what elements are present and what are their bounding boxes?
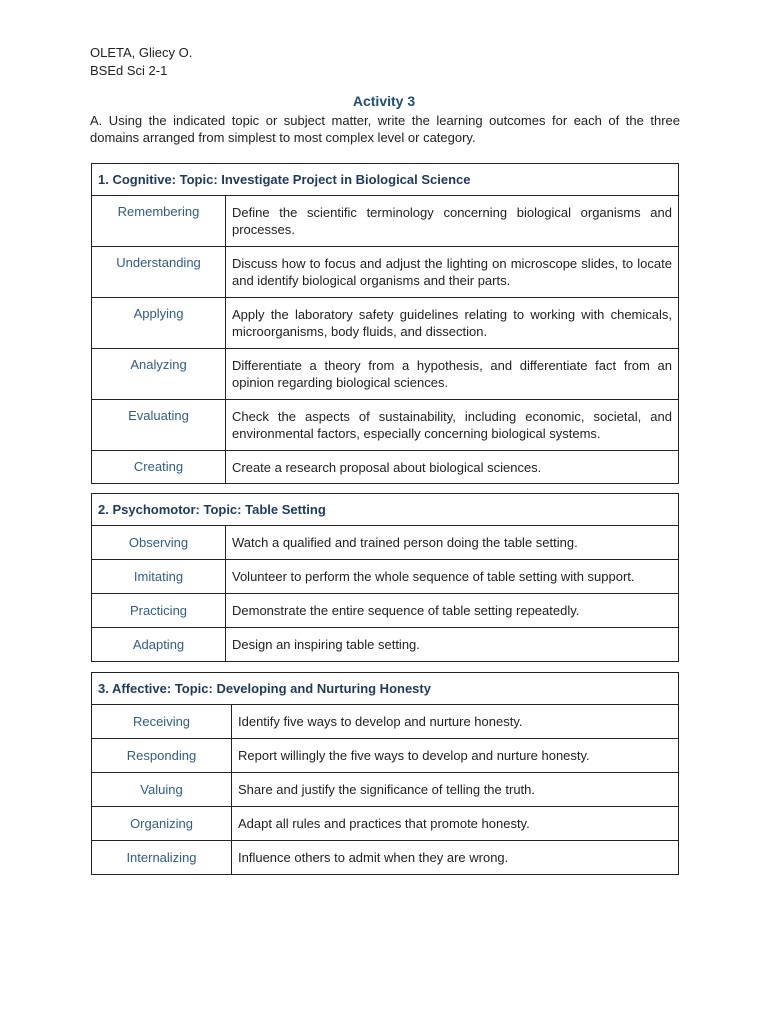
level-label: Practicing [92,594,226,628]
student-name: OLETA, Gliecy O. [90,45,193,60]
table-row [92,451,679,484]
outcome-text: Report willingly the five ways to develop and nurture honesty. [232,739,679,773]
outcome-text: Adapt all rules and practices that promote honesty. [232,807,679,841]
outcome-text: Design an inspiring table setting. [226,628,679,662]
table-row [92,628,679,662]
outcome-text: Demonstrate the entire sequence of table setting repeatedly. [226,594,679,628]
table-row [92,705,679,739]
table-row [92,247,679,298]
outcome-text: Apply the laboratory safety guidelines relating to working with chemicals, microorganisms, body fluids, and dissection. [226,298,679,349]
level-label: Applying [92,298,226,349]
instructions: A. Using the indicated topic or subject matter, write the learning outcomes for each of the three domains arranged from simplest to most complex level or category. [90,113,680,145]
level-label: Valuing [92,773,232,807]
level-label: Receiving [92,705,232,739]
page-title: Activity 3 [352,93,416,109]
level-label: Remembering [92,196,226,247]
outcome-text: Check the aspects of sustainability, including economic, societal, and environmental factors, especially concerning biological systems. [226,400,679,451]
table-row [92,739,679,773]
student-section: BSEd Sci 2-1 [90,63,168,78]
outcome-text: Volunteer to perform the whole sequence of table setting with support. [226,560,679,594]
outcome-text: Watch a qualified and trained person doing the table setting. [226,526,679,560]
level-label: Evaluating [92,400,226,451]
outcome-text: Create a research proposal about biological sciences. [226,451,679,484]
outcome-text: Differentiate a theory from a hypothesis, and differentiate fact from an opinion regarding biological sciences. [226,349,679,400]
psychomotor-table [91,493,679,662]
outcome-text: Define the scientific terminology concerning biological organisms and processes. [226,196,679,247]
outcome-text: Influence others to admit when they are wrong. [232,841,679,875]
cognitive-heading: 1. Cognitive: Topic: Investigate Project in Biological Science [92,164,679,196]
outcome-text: Share and justify the significance of telling the truth. [232,773,679,807]
level-label: Creating [92,451,226,484]
affective-heading: 3. Affective: Topic: Developing and Nurturing Honesty [92,673,679,705]
cognitive-table [91,163,679,484]
level-label: Observing [92,526,226,560]
table-row [92,807,679,841]
level-label: Understanding [92,247,226,298]
level-label: Adapting [92,628,226,662]
student-header [90,44,192,80]
table-row [92,196,679,247]
table-row [92,349,679,400]
level-label: Internalizing [92,841,232,875]
table-row [92,773,679,807]
table-row [92,400,679,451]
level-label: Organizing [92,807,232,841]
affective-table [91,672,679,875]
level-label: Responding [92,739,232,773]
outcome-text: Identify five ways to develop and nurture honesty. [232,705,679,739]
outcome-text: Discuss how to focus and adjust the lighting on microscope slides, to locate and identify biological organisms and their parts. [226,247,679,298]
psychomotor-heading: 2. Psychomotor: Topic: Table Setting [92,494,679,526]
table-row [92,526,679,560]
table-row [92,560,679,594]
table-row [92,594,679,628]
level-label: Imitating [92,560,226,594]
table-row [92,298,679,349]
level-label: Analyzing [92,349,226,400]
table-row [92,841,679,875]
